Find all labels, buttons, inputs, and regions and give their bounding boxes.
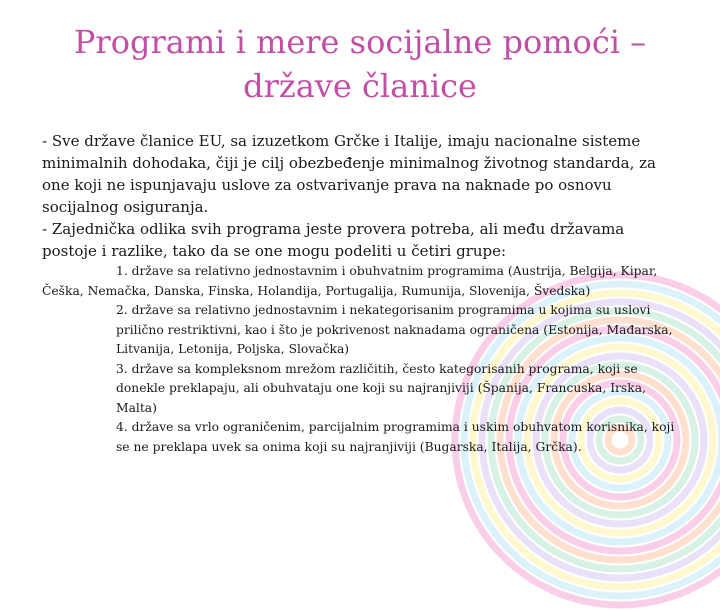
intro-paragraph: - Zajednička odlika svih programa jeste provera potreba, ali među državama postoje i razlike, tako da se one mogu podeliti u četiri grupe: [42,220,625,260]
title-line-1: Programi i mere socijalne pomoći – [73,23,647,61]
intro-paragraph: - Sve države članice EU, sa izuzetkom Grčke i Italije, imaju nacionalne sisteme minimalnih dohodaka, čiji je cilj obezbeđenje minimalnog životnog standarda, za one koji ne ispunjavaju uslove za ostvarivanje prava na naknade po osnovu socijalnog osiguranja. [42,132,656,216]
group-item: 1. države sa relativno jednostavnim i obuhvatnim programima (Austrija, Belgija, Kipar, Češka, Nemačka, Danska, Finska, Holandija, Portugalija, Rumunija, Slovenija, Švedska) [42,264,658,298]
title-line-2: države članice [243,67,477,105]
slide-title [0,20,720,108]
intro-text [42,130,682,262]
group-item: 4. države sa vrlo ograničenim, parcijalnim programima i uskim obuhvatom korisnika, koji se ne preklapa uvek sa onima koji su najranjiviji (Bugarska, Italija, Grčka). [116,420,675,454]
group-item: 2. države sa relativno jednostavnim i nekategorisanim programima u kojima su uslovi prilično restriktivni, kao i što je pokrivenost naknadama ograničena (Estonija, Mađarska, Litvanija, Letonija, Poljska, Slovačka) [116,303,673,356]
group-list [42,262,682,457]
group-item: 3. države sa kompleksnom mrežom različitih, često kategorisanih programa, koji se donekle preklapaju, ali obuhvataju one koji su najranjiviji (Španija, Francuska, Irska, Malta) [116,361,646,415]
